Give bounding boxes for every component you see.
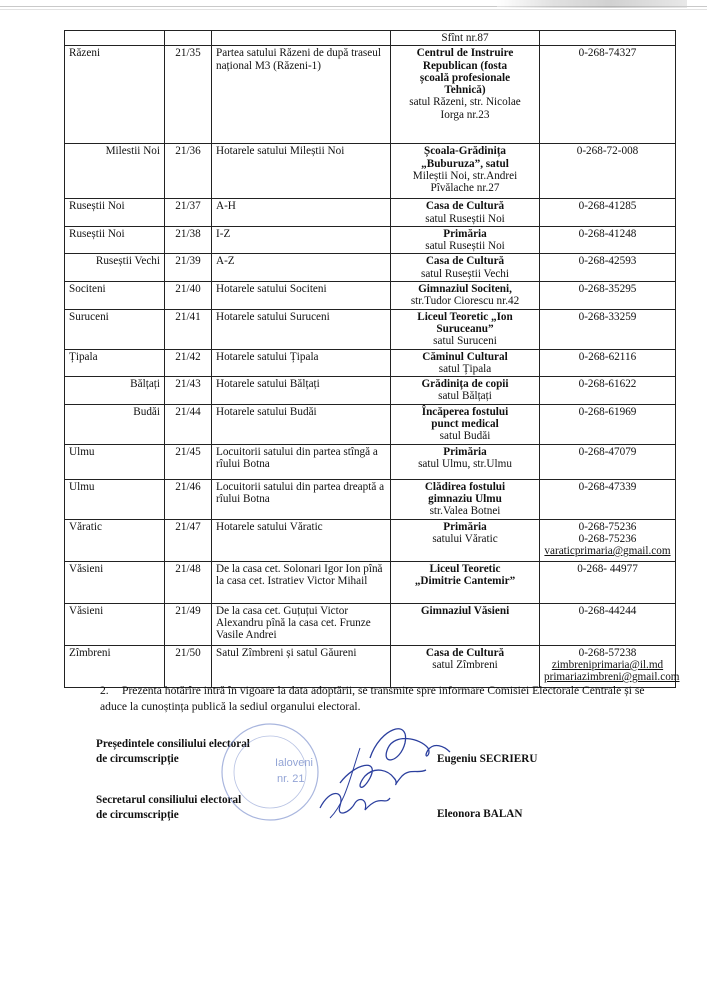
locality-cell: Văratic bbox=[65, 519, 165, 561]
phone-cell bbox=[540, 46, 676, 144]
locality-cell: Bălțați bbox=[65, 377, 165, 405]
phone-cell bbox=[540, 444, 676, 479]
venue-address-line: satul Răzeni, str. Nicolae bbox=[409, 96, 521, 109]
phone-cell bbox=[540, 645, 680, 687]
table-row bbox=[65, 309, 676, 349]
scan-top-line-2 bbox=[0, 9, 707, 10]
venue-address-line: satul Zîmbreni bbox=[432, 658, 498, 671]
station-number-cell: 21/50 bbox=[165, 645, 212, 687]
venue-address-line: Pîvălache nr.27 bbox=[430, 182, 500, 195]
station-number-cell: 21/48 bbox=[165, 561, 212, 603]
venue-name-line: Casa de Cultură bbox=[425, 200, 505, 213]
station-number-cell: 21/39 bbox=[165, 254, 212, 282]
locality-cell: Țipala bbox=[65, 349, 165, 377]
venue-cell bbox=[391, 561, 540, 603]
venue-name-line: Încăperea fostului bbox=[421, 405, 509, 418]
phone-cell bbox=[540, 199, 676, 227]
phone-line: 0-268-75236 bbox=[578, 532, 637, 545]
table-row bbox=[65, 199, 676, 227]
station-number-cell: 21/37 bbox=[165, 199, 212, 227]
locality-cell: Milestii Noi bbox=[65, 144, 165, 199]
table-row bbox=[65, 226, 676, 254]
phone-line: 0-268-75236 bbox=[578, 520, 637, 533]
paragraph-text: Prezenta hotărîre intră în vigoare la data adoptării, se transmite spre informare Comisiei Electorale Centrale și se aduce la cunoștința publică la sediul organului electoral. bbox=[100, 684, 645, 713]
phone-cell bbox=[540, 282, 676, 310]
phone-line: 0-268-47079 bbox=[578, 445, 637, 458]
venue-name-line: Gimnaziul Văsieni bbox=[420, 604, 510, 617]
boundary-cell: Hotarele satului Suruceni bbox=[212, 309, 391, 349]
station-number-cell: 21/46 bbox=[165, 479, 212, 519]
boundary-cell: Locuitorii satului din partea stîngă a rîului Botna bbox=[212, 444, 391, 479]
table-row bbox=[65, 645, 676, 687]
email-line: varaticprimaria@gmail.com bbox=[544, 545, 671, 558]
handwritten-signature bbox=[310, 718, 460, 828]
table-row bbox=[65, 46, 676, 144]
station-number-cell: 21/35 bbox=[165, 46, 212, 144]
venue-address-line: satul Ruseștii Noi bbox=[425, 212, 505, 225]
phone-cell bbox=[540, 479, 676, 519]
venue-name-line: Primăria bbox=[443, 445, 487, 458]
venue-name-line: Casa de Cultură bbox=[425, 255, 505, 268]
stamp-text-locality: Ialoveni bbox=[275, 757, 313, 769]
venue-name-line: Grădinița de copii bbox=[421, 378, 509, 391]
table-row-continued bbox=[65, 31, 676, 46]
boundary-cell: Hotarele satului Mileștii Noi bbox=[212, 144, 391, 199]
venue-address-line: Iorga nr.23 bbox=[440, 108, 490, 121]
boundary-cell: Locuitorii satului din partea dreaptă a rîului Botna bbox=[212, 479, 391, 519]
table-row bbox=[65, 519, 676, 561]
boundary-cell: De la casa cet. Guțuțui Victor Alexandru pînă la casa cet. Frunze Vasile Andrei bbox=[212, 603, 391, 645]
venue-name-line: Tehnică) bbox=[444, 84, 486, 97]
venue-address-line: Mileștii Noi, str.Andrei bbox=[412, 169, 518, 182]
station-number-cell: 21/41 bbox=[165, 309, 212, 349]
boundary-cell: Hotarele satului Budăi bbox=[212, 404, 391, 444]
venue-cell bbox=[391, 479, 540, 519]
venue-name-line: Școala-Grădinița bbox=[423, 145, 507, 158]
venue-cell bbox=[391, 254, 540, 282]
venue-cell-continued: Sfînt nr.87 bbox=[391, 31, 540, 46]
venue-cell bbox=[391, 349, 540, 377]
venue-cell bbox=[391, 603, 540, 645]
phone-line: 0-268-44244 bbox=[578, 604, 637, 617]
venue-name-line: Liceul Teoretic „Ion bbox=[417, 310, 513, 323]
locality-cell: Ruseștii Vechi bbox=[65, 254, 165, 282]
venue-address-line: satul Ruseștii Vechi bbox=[420, 267, 510, 280]
venue-cell bbox=[391, 519, 540, 561]
stamp-text-number: nr. 21 bbox=[277, 773, 305, 785]
phone-cell bbox=[540, 377, 676, 405]
phone-cell bbox=[540, 519, 676, 561]
secretary-name: Eleonora BALAN bbox=[437, 808, 523, 820]
station-number-cell: 21/42 bbox=[165, 349, 212, 377]
phone-line: 0-268-41248 bbox=[578, 227, 637, 240]
table-row bbox=[65, 444, 676, 479]
locality-cell: Răzeni bbox=[65, 46, 165, 144]
phone-cell bbox=[540, 226, 676, 254]
phone-line: 0-268-42593 bbox=[578, 255, 637, 268]
boundary-cell: Hotarele satului Văratic bbox=[212, 519, 391, 561]
venue-name-line: Centrul de Instruire bbox=[416, 47, 514, 60]
phone-cell bbox=[540, 309, 676, 349]
boundary-cell: Hotarele satului Țipala bbox=[212, 349, 391, 377]
phone-line: 0-268-47339 bbox=[578, 480, 637, 493]
locality-cell: Sociteni bbox=[65, 282, 165, 310]
table-row bbox=[65, 349, 676, 377]
venue-cell bbox=[391, 645, 540, 687]
locality-cell: Ulmu bbox=[65, 444, 165, 479]
venue-address-line: satul Țipala bbox=[438, 362, 492, 375]
station-number-cell: 21/43 bbox=[165, 377, 212, 405]
boundary-cell: Hotarele satului Bălțați bbox=[212, 377, 391, 405]
paragraph-number: 2. bbox=[100, 684, 109, 697]
venue-cell bbox=[391, 226, 540, 254]
venue-cell bbox=[391, 46, 540, 144]
table-row bbox=[65, 561, 676, 603]
venue-name-line: Căminul Cultural bbox=[422, 350, 508, 363]
venue-name-line: Primăria bbox=[443, 227, 487, 240]
venue-address-line: satul Ruseștii Noi bbox=[425, 240, 505, 253]
table-row bbox=[65, 404, 676, 444]
venue-name-line: Primăria bbox=[443, 520, 487, 533]
station-number-cell: 21/49 bbox=[165, 603, 212, 645]
boundary-cell: I-Z bbox=[212, 226, 391, 254]
boundary-cell: A-Z bbox=[212, 254, 391, 282]
venue-cell bbox=[391, 199, 540, 227]
phone-cell bbox=[540, 404, 676, 444]
table-row bbox=[65, 603, 676, 645]
venue-name-line: „Dimitrie Cantemir” bbox=[414, 574, 516, 587]
president-name: Eugeniu SECRIERU bbox=[437, 753, 538, 765]
phone-cell bbox=[540, 254, 676, 282]
venue-cell bbox=[391, 377, 540, 405]
venue-address-line: satul Budăi bbox=[439, 430, 491, 443]
phone-line: 0-268-61969 bbox=[578, 405, 637, 418]
locality-cell: Văsieni bbox=[65, 561, 165, 603]
locality-cell: Zîmbreni bbox=[65, 645, 165, 687]
station-number-cell: 21/36 bbox=[165, 144, 212, 199]
president-title: Președintele consiliului electoral de circumscripție bbox=[96, 738, 250, 765]
boundary-cell: Partea satului Răzeni de după traseul național M3 (Răzeni-1) bbox=[212, 46, 391, 144]
venue-name-line: școală profesionale bbox=[419, 71, 511, 84]
phone-line: 0-268-33259 bbox=[578, 310, 637, 323]
official-stamp bbox=[215, 718, 325, 826]
table-row bbox=[65, 377, 676, 405]
phone-line: 0-268- 44977 bbox=[577, 562, 638, 575]
decision-paragraph bbox=[100, 683, 660, 715]
phone-line: 0-268-57238 bbox=[578, 646, 637, 659]
venue-cell bbox=[391, 444, 540, 479]
phone-cell bbox=[540, 603, 676, 645]
boundary-cell: Hotarele satului Sociteni bbox=[212, 282, 391, 310]
boundary-cell: De la casa cet. Solonari Igor Ion pînă la casa cet. Istratiev Victor Mihail bbox=[212, 561, 391, 603]
table-row bbox=[65, 254, 676, 282]
station-number-cell: 21/44 bbox=[165, 404, 212, 444]
venue-address-line: satul Bălțați bbox=[438, 390, 492, 403]
venue-cell bbox=[391, 404, 540, 444]
phone-line: 0-268-74327 bbox=[578, 47, 637, 60]
phone-cell bbox=[540, 561, 676, 603]
phone-line: 0-268-61622 bbox=[578, 378, 637, 391]
venue-cell bbox=[391, 309, 540, 349]
venue-address-line: satului Văratic bbox=[432, 532, 498, 545]
venue-name-line: „Buburuza”, satul bbox=[421, 157, 509, 170]
phone-line: 0-268-35295 bbox=[578, 283, 637, 296]
venue-name-line: Casa de Cultură bbox=[425, 646, 505, 659]
table-row bbox=[65, 282, 676, 310]
email-line: primariazimbreni@gmail.com bbox=[544, 671, 680, 684]
polling-stations-table bbox=[64, 30, 680, 688]
locality-cell: Suruceni bbox=[65, 309, 165, 349]
table-row bbox=[65, 479, 676, 519]
phone-line: 0-268-72-008 bbox=[576, 145, 639, 158]
locality-cell: Ruseștii Noi bbox=[65, 199, 165, 227]
venue-name-line: Gimnaziul Sociteni, bbox=[418, 283, 512, 296]
venue-cell bbox=[391, 282, 540, 310]
boundary-cell: Satul Zîmbreni și satul Găureni bbox=[212, 645, 391, 687]
venue-cell bbox=[391, 144, 540, 199]
station-number-cell: 21/45 bbox=[165, 444, 212, 479]
locality-cell: Ulmu bbox=[65, 479, 165, 519]
station-number-cell: 21/47 bbox=[165, 519, 212, 561]
venue-name-line: Liceul Teoretic bbox=[429, 562, 501, 575]
boundary-cell: A-H bbox=[212, 199, 391, 227]
email-line: zimbreniprimaria@il.md bbox=[551, 658, 664, 671]
venue-name-line: Suruceanu” bbox=[436, 322, 494, 335]
scan-artifact bbox=[497, 0, 687, 8]
station-number-cell: 21/40 bbox=[165, 282, 212, 310]
venue-name-line: punct medical bbox=[431, 418, 499, 431]
locality-cell: Ruseștii Noi bbox=[65, 226, 165, 254]
venue-name-line: Republican (fosta bbox=[422, 59, 508, 72]
table-row bbox=[65, 144, 676, 199]
secretary-title: Secretarul consiliului electoral de circumscripție bbox=[96, 794, 242, 821]
station-number-cell: 21/38 bbox=[165, 226, 212, 254]
phone-line: 0-268-41285 bbox=[578, 200, 637, 213]
venue-address-line: satul Ulmu, str.Ulmu bbox=[418, 457, 512, 470]
locality-cell: Budăi bbox=[65, 404, 165, 444]
phone-cell bbox=[540, 144, 676, 199]
venue-name-line: Clădirea fostului bbox=[424, 480, 506, 493]
venue-address-line: satul Suruceni bbox=[433, 335, 497, 348]
phone-cell bbox=[540, 349, 676, 377]
phone-line: 0-268-62116 bbox=[578, 350, 637, 363]
locality-cell: Văsieni bbox=[65, 603, 165, 645]
venue-name-line: gimnaziu Ulmu bbox=[428, 492, 502, 505]
venue-address-line: str.Valea Botnei bbox=[429, 505, 501, 518]
venue-address-line: str.Tudor Ciorescu nr.42 bbox=[410, 295, 520, 308]
